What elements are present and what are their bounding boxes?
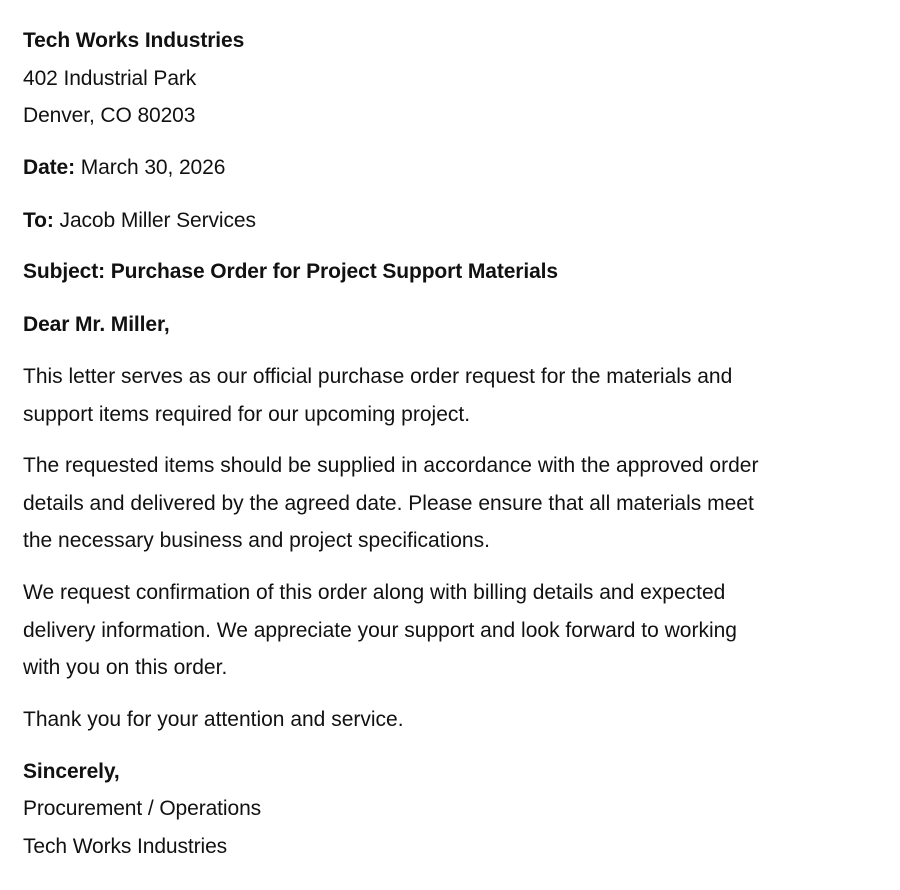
signature-department: Procurement / Operations [23, 797, 262, 820]
body-paragraph-3 [23, 574, 883, 687]
date-value: March 30, 2026 [80, 156, 226, 179]
body-paragraph-1 [23, 358, 883, 433]
recipient-label: To: [23, 209, 54, 232]
paragraph-line: The requested items should be supplied in accordance with the approved order [23, 454, 759, 477]
paragraph-line: with you on this order. [23, 656, 228, 679]
paragraph-line: support items required for our upcoming project. [23, 402, 471, 426]
date-label: Date: [23, 156, 76, 179]
closing: Sincerely, [23, 760, 120, 783]
paragraph-line: Thank you for your attention and service. [23, 708, 404, 731]
sender-company: Tech Works Industries [23, 29, 245, 52]
sender-address-line1: 402 Industrial Park [23, 67, 197, 90]
paragraph-line: the necessary business and project specifications. [23, 529, 490, 552]
salutation: Dear Mr. Miller, [23, 313, 170, 336]
paragraph-line: This letter serves as our official purchase order request for the materials and [23, 365, 733, 388]
signature-company: Tech Works Industries [23, 835, 228, 858]
body-paragraph-4 [23, 701, 883, 739]
sender-address-line2: Denver, CO 80203 [23, 104, 196, 127]
date-line [23, 155, 225, 181]
recipient-line [23, 208, 256, 234]
body-paragraph-2 [23, 447, 883, 560]
paragraph-line: delivery information. We appreciate your support and look forward to working [23, 618, 737, 642]
subject-line: Subject: Purchase Order for Project Support Materials [23, 260, 558, 283]
recipient-value: Jacob Miller Services [59, 209, 256, 232]
paragraph-line: We request confirmation of this order along with billing details and expected [23, 581, 726, 604]
paragraph-line: details and delivered by the agreed date. Please ensure that all materials meet [23, 491, 754, 515]
